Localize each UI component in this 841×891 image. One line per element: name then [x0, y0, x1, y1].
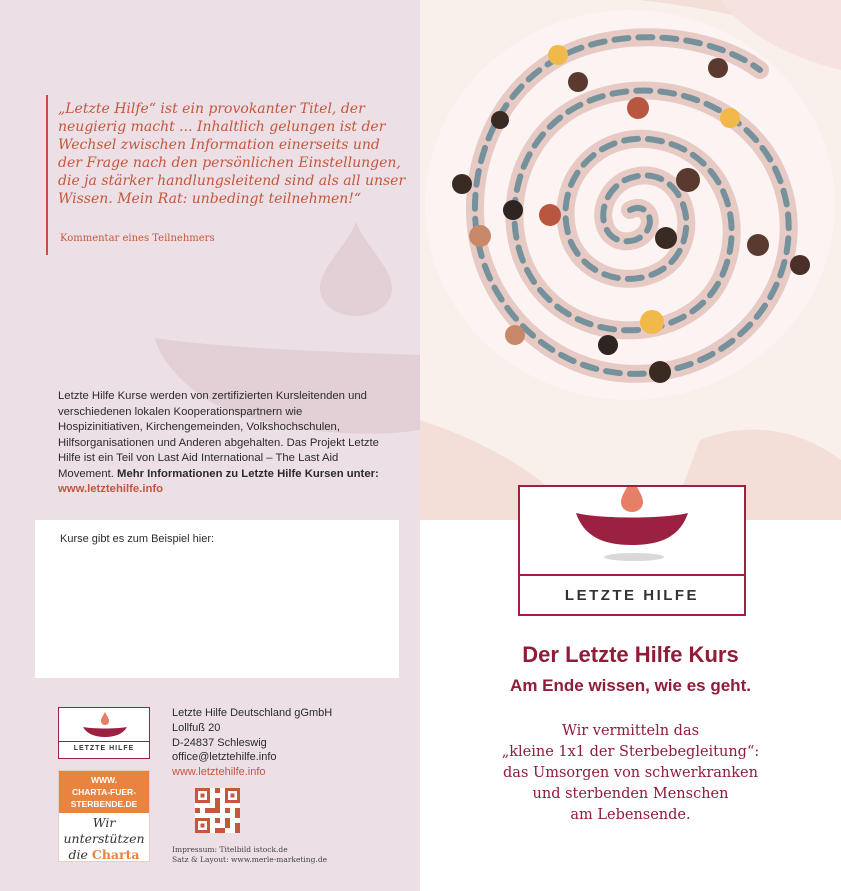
city: D-24837 Schleswig — [172, 736, 267, 749]
charta-url-line: WWW. — [91, 775, 117, 785]
letzte-hilfe-logo — [518, 485, 746, 616]
charta-url-line: CHARTA-FUER- — [71, 787, 137, 797]
qr-code-icon[interactable] — [195, 788, 240, 833]
email-link[interactable]: office@letztehilfe.info — [172, 751, 277, 764]
desc-line: das Umsorgen von schwerkranken — [503, 765, 758, 781]
logo-text: LETZTE HILFE — [564, 587, 700, 604]
charta-support-text — [59, 815, 149, 863]
cover-subtitle: Am Ende wissen, wie es geht. — [510, 676, 751, 695]
bowl-flame-icon — [59, 708, 151, 742]
bowl-flame-icon — [520, 487, 744, 573]
cover-panel — [420, 0, 841, 891]
testimonial-quote: „Letzte Hilfe“ ist ein provokanter Titel, der neugierig macht ... Inhaltlich gelungen ist der Wechsel zwischen Information einerseits und der Frage nach den persönlichen Einstellungen, die ja stärker handlungsleitend sind als all unser Wissen. Mein Rat: unbedingt teilnehmen!“ — [58, 101, 406, 207]
desc-line: Wir vermitteln das — [561, 723, 700, 739]
contact-address — [172, 706, 332, 780]
charta-url — [59, 771, 149, 813]
info-website-link[interactable]: www.letztehilfe.info — [58, 483, 164, 495]
info-text: Letzte Hilfe Kurse werden von zertifizierten Kursleitenden und verschiedenen lokalen Kooperationspartnern wie Hospizinitiativen, Kirchengemeinden, Volkshochschulen, Hilfsorganisationen und Anderen abgehalten. Das Projekt Letzte Hilfe ist ein Teil von Last Aid International – The Last Aid Movement. — [58, 390, 379, 480]
back-panel — [0, 0, 420, 891]
course-locations-box — [35, 520, 399, 678]
info-paragraph — [58, 389, 388, 498]
org-name: Letzte Hilfe Deutschland gGmbH — [172, 707, 333, 719]
logo-text-small: LETZTE HILFE — [73, 745, 135, 752]
imprint — [172, 845, 327, 865]
desc-line: und sterbenden Menschen — [532, 786, 729, 802]
charta-badge — [58, 770, 150, 862]
logo-divider — [520, 574, 744, 576]
quote-accent-bar — [46, 95, 48, 255]
charta-line: die — [68, 847, 88, 862]
quote-author: Kommentar eines Teilnehmers — [60, 233, 215, 244]
charta-line: Wir — [92, 815, 116, 830]
website-link[interactable]: www.letztehilfe.info — [172, 766, 266, 779]
info-bold: Mehr Informationen zu Letzte Hilfe Kursen unter: — [117, 467, 379, 480]
imprint-line: Impressum: Titelbild istock.de — [172, 845, 288, 854]
logo-divider — [59, 741, 149, 742]
cover-title: Der Letzte Hilfe Kurs — [522, 642, 739, 667]
street: Lollfuß 20 — [172, 721, 221, 734]
course-locations-label: Kurse gibt es zum Beispiel hier: — [60, 533, 215, 545]
charta-brand: Charta — [91, 847, 140, 862]
charta-url-line: STERBENDE.DE — [70, 799, 138, 809]
desc-line: „kleine 1x1 der Sterbebegleitung“: — [501, 744, 760, 760]
charta-line: unterstützen — [63, 831, 145, 846]
desc-line: am Lebensende. — [570, 807, 691, 823]
imprint-line: Satz & Layout: www.merle-marketing.de — [172, 855, 328, 864]
cover-description — [420, 721, 841, 826]
letzte-hilfe-logo-small — [58, 707, 150, 759]
